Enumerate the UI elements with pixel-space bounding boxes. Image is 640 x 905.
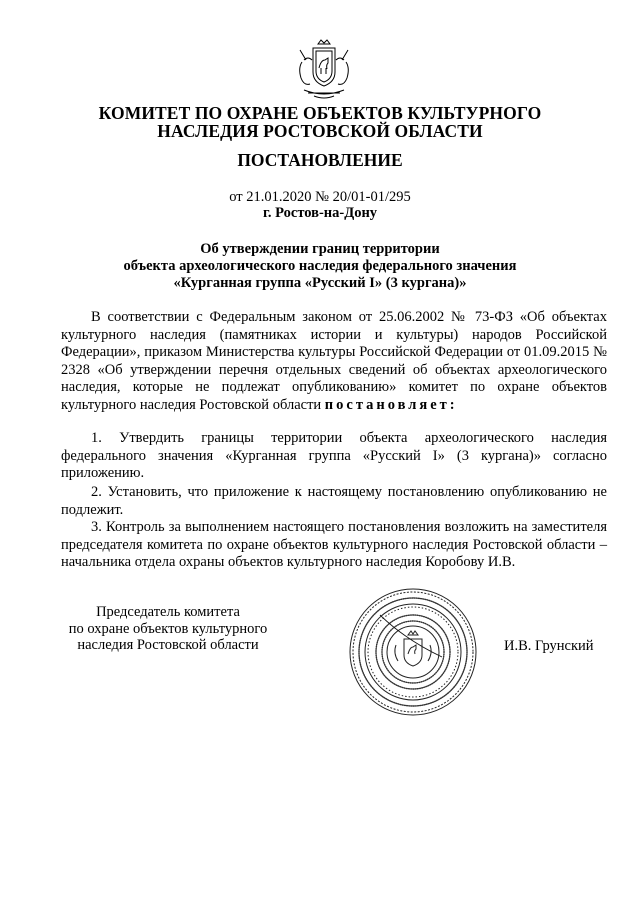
signatory-position-line2: по охране объектов культурного (68, 620, 268, 637)
signatory-position-line1: Председатель комитета (96, 604, 240, 620)
subject-line2: объекта археологического наследия федерального значения (123, 258, 517, 274)
official-seal-icon (346, 585, 480, 719)
subject-line1: Об утверждении границ территории (200, 241, 440, 257)
item-1-paragraph (61, 430, 607, 483)
item-2-text: 2. Установить, что приложение к настоящему постановлению опубликованию не подлежит. (61, 484, 607, 518)
signatory-position (56, 604, 280, 654)
document-date-number: от 21.01.2020 № 20/01-01/295 (229, 189, 411, 205)
org-name-line2: НАСЛЕДИЯ РОСТОВСКОЙ ОБЛАСТИ (157, 121, 483, 141)
document-type: ПОСТАНОВЛЕНИЕ (237, 150, 403, 170)
signatory-position-line3: наследия Ростовской области (77, 637, 259, 653)
item-1-text: 1. Утвердить границы территории объекта археологического наследия федерального значения «Курганная группа «Русский I» (3 кургана)» согласно приложению. (61, 430, 607, 482)
coat-of-arms-icon (294, 38, 354, 102)
signatory-name: И.В. Грунский (504, 638, 594, 654)
item-3-paragraph (61, 519, 607, 572)
intro-paragraph (61, 309, 607, 415)
org-name-line1: КОМИТЕТ ПО ОХРАНЕ ОБЪЕКТОВ КУЛЬТУРНОГО (98, 103, 542, 123)
document-city: г. Ростов-на-Дону (262, 205, 378, 221)
subject-line3: «Курганная группа «Русский I» (3 кургана)» (173, 275, 467, 291)
item-3-text: 3. Контроль за выполнением настоящего постановления возложить на заместителя председателя комитета по охране объектов культурного наследия Ростовской области – начальника отдела охраны объектов культурного наследия Коробову И.В. (61, 519, 607, 571)
intro-text: В соответствии с Федеральным законом от 25.06.2002 № 73-ФЗ «Об объектах культурного наследия (памятниках истории и культуры) народов Российской Федерации», приказом Министерства культуры Российской Федерации от 01.09.2015 № 2328 «Об утверждении перечня отдельных сведений об объектах археологического наследия, которые не подлежат опубликованию» комитет по охране объектов культурного наследия Ростовской области (61, 309, 607, 413)
resolves-word: постановляет: (324, 396, 458, 413)
item-2-paragraph (61, 484, 607, 519)
